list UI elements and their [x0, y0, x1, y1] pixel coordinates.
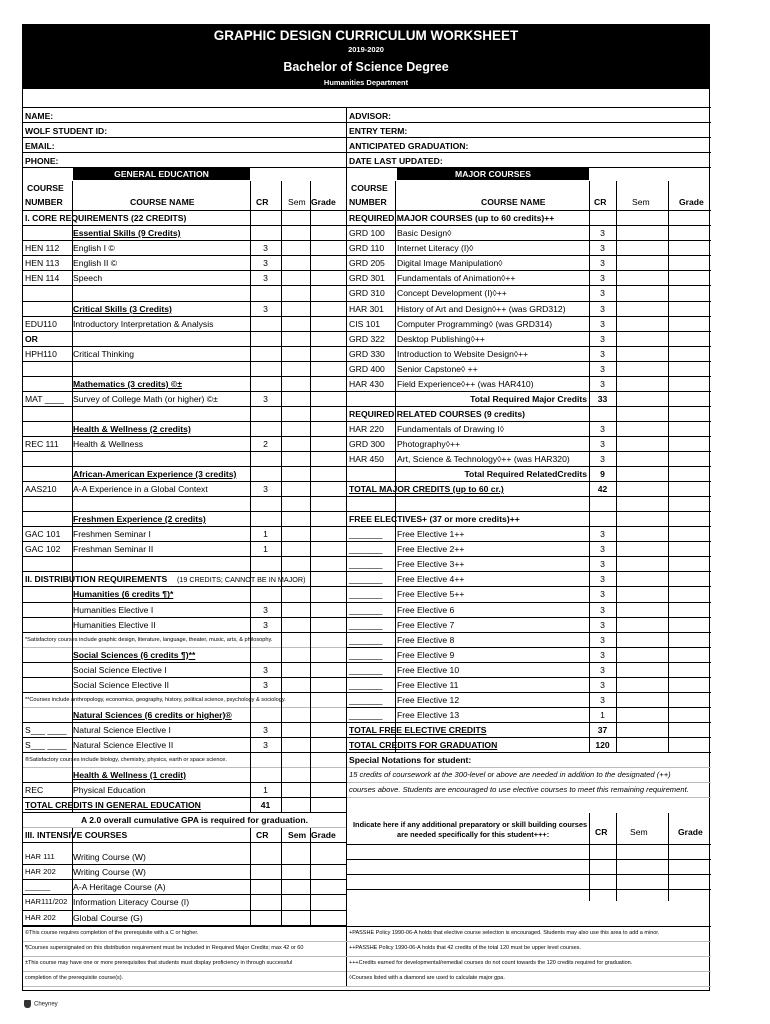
major-row-label: Internet Literacy (I)◊: [397, 243, 474, 254]
major-row-label: Free Elective 10: [397, 664, 460, 675]
gen-ed-credits: 3: [263, 739, 268, 750]
footer-logo: [24, 1000, 58, 1008]
major-course-number: GRD 100: [349, 228, 385, 239]
major-credits: 3: [600, 258, 605, 269]
degree-title: Bachelor of Science Degree: [23, 56, 709, 78]
student-field-label: WOLF STUDENT ID:: [25, 126, 108, 137]
gen-ed-row-label: Physical Education: [73, 785, 146, 796]
column-rule: [668, 813, 669, 901]
gen-ed-credits: 3: [263, 484, 268, 495]
row-rule: [347, 586, 711, 587]
gen-ed-row-label: Freshman Seminar II: [73, 544, 154, 555]
gen-ed-credits: 3: [263, 258, 268, 269]
row-rule: [347, 346, 711, 347]
gen-ed-row-label: Critical Thinking: [73, 348, 134, 359]
student-field-label: EMAIL:: [25, 141, 55, 152]
intensive-course-number: ______: [25, 882, 51, 892]
major-credits: 3: [600, 363, 605, 374]
gen-ed-row-label: OR: [25, 333, 38, 344]
column-rule: [346, 107, 347, 965]
col-course-number: NUMBER: [349, 197, 387, 208]
col-cr: CR: [256, 197, 269, 208]
major-course-number: _______: [349, 544, 383, 555]
skill-box-cr: CR: [595, 827, 608, 838]
gen-ed-row-label: Social Sciences (6 credits ¶)**: [73, 649, 196, 660]
footnote: ±This course may have one or more prerequisites that students must display proficiency in through successful: [25, 959, 293, 966]
intensive-course-number: HAR 202: [25, 867, 56, 877]
row-rule: [347, 602, 711, 603]
column-rule: [310, 181, 311, 812]
row-rule: [347, 361, 711, 362]
gen-ed-row-label: Social Science Elective I: [73, 664, 167, 675]
gen-ed-row-label: Health & Wellness: [73, 438, 144, 449]
gen-ed-course-number: GAC 101: [25, 529, 61, 540]
intensive-course-name: Writing Course (W): [73, 867, 146, 878]
column-rule: [395, 181, 396, 752]
gen-ed-course-number: S___ ____: [25, 724, 67, 735]
major-row-label: Computer Programming◊ (was GRD314): [397, 318, 553, 329]
major-credits: 3: [600, 288, 605, 299]
row-rule: [23, 137, 711, 138]
department: Humanities Department: [23, 78, 709, 89]
major-course-number: GRD 330: [349, 348, 385, 359]
gen-ed-credits: 1: [263, 785, 268, 796]
major-course-number: HAR 301: [349, 303, 384, 314]
footnote: ©This course requires completion of the prerequisite with a C or higher.: [25, 929, 199, 936]
column-rule: [589, 813, 590, 901]
major-credits: 3: [600, 589, 605, 600]
row-rule: [347, 632, 711, 633]
gen-ed-row-label: Survey of College Math (or higher) ©±: [73, 393, 218, 404]
major-row-label: Fundamentals of Animation◊++: [397, 273, 516, 284]
major-credits: 3: [600, 303, 605, 314]
row-rule: [23, 956, 346, 957]
major-credits: 3: [600, 423, 605, 434]
major-row-label: TOTAL FREE ELECTIVE CREDITS: [349, 724, 487, 735]
major-credits: 1: [600, 709, 605, 720]
footnote: +++Credits earned for developmental/remedial courses do not count towards the 120 credits required for graduation.: [349, 959, 633, 966]
row-rule: [23, 986, 346, 987]
major-row-label: Free Elective 5++: [397, 589, 465, 600]
col-sem: Sem: [632, 197, 650, 208]
student-field-label: ADVISOR:: [349, 111, 392, 121]
gen-ed-credits: 2: [263, 438, 268, 449]
column-rule: [72, 181, 73, 812]
intensive-course-name: Global Course (G): [73, 912, 143, 923]
skill-box-grade: Grade: [678, 827, 703, 838]
footnote: ++PASSHE Policy 1990-06-A holds that 42 credits of the total 120 must be upper level courses.: [349, 944, 581, 951]
footnote: ◊Courses listed with a diamond are used to calculate major gpa.: [349, 974, 505, 981]
col-sem: Sem: [288, 197, 306, 208]
row-rule: [347, 526, 711, 527]
gen-ed-credits: 3: [263, 604, 268, 615]
gen-ed-credits: 3: [263, 679, 268, 690]
major-credits: 3: [600, 454, 605, 464]
row-rule: [346, 971, 711, 972]
major-row-label: Basic Design◊: [397, 228, 452, 239]
gen-ed-course-number: HEN 114: [25, 273, 60, 284]
major-row-label: Free Elective 7: [397, 619, 455, 630]
col-course-name: COURSE NAME: [481, 197, 546, 208]
gen-ed-row-label: English II ©: [73, 258, 118, 269]
major-course-number: _______: [349, 529, 383, 540]
row-rule: [347, 331, 711, 332]
gen-ed-row-label: Humanities (6 credits ¶)*: [73, 589, 174, 600]
row-rule: [347, 767, 711, 768]
col-course-number: COURSE: [351, 183, 388, 194]
gen-ed-row-label: Natural Science Elective II: [73, 739, 174, 750]
gen-ed-credits: 3: [263, 724, 268, 735]
major-course-number: _______: [349, 664, 383, 675]
gen-ed-course-number: GAC 102: [25, 544, 61, 555]
major-course-number: HAR 450: [349, 454, 384, 464]
gen-ed-row-label: *Satisfactory courses include graphic design, literature, language, theater, music, arts, & philosophy.: [25, 636, 273, 643]
row-rule: [347, 316, 711, 317]
intensive-cr: CR: [256, 830, 269, 841]
row-rule: [347, 752, 711, 753]
row-rule: [346, 941, 711, 942]
row-rule: [347, 255, 711, 256]
student-field-label: NAME:: [25, 111, 54, 121]
gen-ed-row-label: English I ©: [73, 243, 115, 254]
row-rule: [347, 556, 711, 557]
gen-ed-course-number: HPH110: [25, 348, 57, 359]
gen-ed-row-label: Freshmen Seminar I: [73, 529, 151, 540]
row-rule: [347, 421, 711, 422]
gen-ed-row-label: Critical Skills (3 Credits): [73, 303, 172, 314]
gen-ed-row-label: Humanities Elective II: [73, 619, 156, 630]
major-row-label: Free Elective 2++: [397, 544, 465, 555]
major-row-label: Total Required Major Credits: [470, 393, 587, 404]
major-credits: 3: [600, 634, 605, 645]
worksheet: [22, 24, 710, 991]
gen-ed-row-label: **Courses include anthropology, economics, geography, history, political science, psychology & sociology.: [25, 696, 286, 703]
major-row-label: Free Elective 8: [397, 634, 455, 645]
major-course-number: _______: [349, 559, 383, 570]
major-row-label: Free Elective 9: [397, 649, 455, 660]
row-rule: [347, 737, 711, 738]
skill-box-text-2: are needed specifically for this student+++:: [397, 830, 550, 840]
row-rule: [347, 376, 711, 377]
gen-ed-course-number: MAT ____: [25, 393, 64, 404]
column-rule: [281, 828, 282, 924]
gen-ed-row-label: Introductory Interpretation & Analysis: [73, 318, 214, 329]
intensive-course-name: Information Literacy Course (I): [73, 897, 190, 908]
intensive-course-number: HAR 202: [25, 912, 56, 922]
intensive-course-number: HAR 111: [25, 852, 55, 862]
major-row-label: Free Elective 11: [397, 679, 459, 690]
gen-ed-credits: 3: [263, 243, 268, 254]
gen-ed-row-label: TOTAL CREDITS IN GENERAL EDUCATION: [25, 800, 201, 811]
row-rule: [347, 511, 711, 512]
major-credits: 3: [600, 273, 605, 284]
major-credits: 3: [600, 378, 605, 389]
row-rule: [347, 722, 711, 723]
gen-ed-credits: 3: [263, 273, 268, 284]
row-rule: [347, 692, 711, 693]
major-course-number: _______: [349, 604, 383, 615]
row-rule: [23, 107, 711, 108]
column-rule: [589, 181, 590, 752]
major-row-label: Fundamentals of Drawing I◊: [397, 423, 504, 434]
major-credits: 3: [600, 438, 605, 449]
major-credits: 42: [597, 484, 608, 495]
gen-ed-credits: 1: [263, 544, 268, 555]
gen-ed-row-label: Freshmen Experience (2 credits): [73, 514, 206, 525]
row-rule: [346, 956, 711, 957]
row-rule: [347, 874, 711, 875]
major-course-number: GRD 310: [349, 288, 385, 299]
major-row-label: Concept Development (I)◊++: [397, 288, 507, 299]
column-rule: [668, 181, 669, 752]
col-grade: Grade: [679, 197, 704, 208]
row-rule: [23, 210, 711, 211]
row-rule: [23, 971, 346, 972]
major-row-label: 15 credits of coursework at the 300-level or above are needed in addition to the designated (++): [349, 770, 671, 780]
major-row-label: Free Elective 3++: [397, 559, 465, 570]
gen-ed-course-number: S___ ____: [25, 739, 67, 750]
gen-ed-course-number: REC 111: [25, 438, 59, 449]
row-rule: [346, 986, 711, 987]
major-row-label: FREE ELECTIVES+ (37 or more credits)++: [349, 514, 520, 525]
gen-ed-credits: 3: [263, 619, 268, 630]
row-rule: [347, 541, 711, 542]
section-major-courses: MAJOR COURSES: [397, 168, 589, 180]
major-course-number: HAR 430: [349, 378, 384, 389]
major-course-number: HAR 220: [349, 423, 384, 434]
skill-box-text-1: Indicate here if any additional preparatory or skill building courses: [353, 820, 588, 830]
row-rule: [347, 662, 711, 663]
major-course-number: GRD 322: [349, 333, 385, 344]
row-rule: [347, 225, 711, 226]
row-rule: [23, 941, 346, 942]
major-course-number: _______: [349, 619, 383, 630]
row-rule: [347, 436, 711, 437]
gen-ed-row-label: Health & Wellness (1 credit): [73, 770, 187, 781]
row-rule: [347, 571, 711, 572]
gen-ed-row-label: Natural Sciences (6 credits or higher)®: [73, 709, 232, 720]
major-row-label: Free Elective 12: [397, 694, 460, 705]
gen-ed-row-note: (19 CREDITS; CANNOT BE IN MAJOR): [177, 575, 306, 585]
intensive-course-name: Writing Course (W): [73, 852, 146, 863]
footnote: ¶Courses supersignated on this distribution requirement must be included in Required Major Credits; max 42 or 60: [25, 944, 304, 951]
major-course-number: GRD 301: [349, 273, 385, 284]
major-credits: 3: [600, 604, 605, 615]
major-credits: 3: [600, 544, 605, 555]
gen-ed-row-label: ®Satisfactory courses include biology, chemistry, physics, earth or space science.: [25, 757, 227, 763]
major-row-label: Free Elective 13: [397, 709, 460, 720]
major-course-number: CIS 101: [349, 318, 381, 329]
col-course-name: COURSE NAME: [130, 197, 195, 208]
row-rule: [23, 122, 711, 123]
major-row-label: Total Required RelatedCredits: [464, 469, 587, 480]
academic-year: 2019-2020: [23, 45, 709, 56]
student-field-label: DATE LAST UPDATED:: [349, 156, 443, 167]
major-course-number: GRD 400: [349, 363, 385, 374]
major-credits: 3: [600, 679, 605, 690]
column-rule: [616, 813, 617, 901]
brand-name: Cheyney: [34, 1001, 58, 1008]
major-course-number: _______: [349, 679, 383, 690]
major-credits: 3: [600, 318, 605, 329]
major-row-label: Photography◊++: [397, 438, 461, 449]
major-row-label: courses above. Students are encouraged to use elective courses to meet this remaining requirement.: [349, 785, 689, 795]
major-credits: 3: [600, 333, 605, 344]
gen-ed-credits: 1: [263, 529, 268, 540]
major-course-number: _______: [349, 709, 383, 720]
major-row-label: Special Notations for student:: [349, 755, 472, 765]
row-rule: [347, 451, 711, 452]
column-rule: [281, 181, 282, 812]
intensive-course-number: HAR111/202: [25, 897, 68, 907]
row-rule: [23, 812, 346, 813]
col-grade: Grade: [311, 197, 336, 208]
gen-ed-row-label: Natural Science Elective I: [73, 724, 171, 735]
row-rule: [347, 617, 711, 618]
row-rule: [23, 926, 711, 927]
section-general-education: GENERAL EDUCATION: [73, 168, 250, 180]
gen-ed-row-label: Social Science Elective II: [73, 679, 170, 690]
intensive-grade: Grade: [311, 830, 336, 841]
major-credits: 3: [600, 574, 605, 585]
gen-ed-credits: 3: [263, 664, 268, 675]
gen-ed-row-label: A 2.0 overall cumulative GPA is required for graduation.: [81, 815, 308, 826]
column-rule: [616, 181, 617, 752]
major-row-label: Desktop Publishing◊++: [397, 333, 485, 344]
col-course-number: COURSE: [27, 183, 64, 194]
row-rule: [347, 496, 711, 497]
major-row-label: Free Elective 4++: [397, 574, 465, 585]
gen-ed-row-label: I. CORE REQUIREMENTS (22 CREDITS): [25, 213, 187, 224]
intensive-sem: Sem: [288, 830, 307, 841]
major-row-label: Senior Capstone◊ ++: [397, 363, 478, 374]
major-credits: 3: [600, 228, 605, 239]
row-rule: [347, 889, 711, 890]
major-course-number: GRD 110: [349, 243, 385, 254]
row-rule: [347, 240, 711, 241]
intensive-course-name: A-A Heritage Course (A): [73, 882, 166, 893]
major-row-label: REQUIRED RELATED COURSES (9 credits): [349, 408, 526, 419]
major-row-label: Introduction to Website Design◊++: [397, 348, 529, 359]
gen-ed-row-label: Mathematics (3 credits) ©±: [73, 378, 182, 389]
major-course-number: _______: [349, 589, 383, 600]
major-credits: 37: [597, 724, 608, 735]
major-credits: 120: [595, 739, 610, 750]
row-rule: [347, 270, 711, 271]
major-row-label: Field Experience◊++ (was HAR410): [397, 378, 534, 389]
gen-ed-row-label: Essential Skills (9 Credits): [73, 228, 181, 239]
major-credits: 3: [600, 529, 605, 540]
footnote: +PASSHE Policy 1990-06-A holds that elective course selection is encouraged. Students may also use this area to add a minor.: [349, 929, 660, 936]
major-credits: 3: [600, 694, 605, 705]
row-rule: [347, 859, 711, 860]
row-rule: [347, 406, 711, 407]
col-cr: CR: [594, 197, 607, 208]
gen-ed-course-number: AAS210: [25, 484, 57, 495]
major-row-label: TOTAL MAJOR CREDITS (up to 60 cr.): [349, 484, 504, 495]
major-row-label: Art, Science & Technology◊++ (was HAR320): [397, 454, 570, 464]
major-credits: 3: [600, 559, 605, 570]
row-rule: [347, 285, 711, 286]
major-credits: 3: [600, 664, 605, 675]
row-rule: [347, 707, 711, 708]
gen-ed-row-label: A-A Experience in a Global Context: [73, 484, 208, 495]
column-rule: [346, 965, 347, 986]
major-credits: 3: [600, 348, 605, 359]
major-course-number: _______: [349, 649, 383, 660]
gen-ed-row-label: Humanities Elective I: [73, 604, 154, 615]
major-course-number: _______: [349, 634, 383, 645]
gen-ed-course-number: HEN 112: [25, 243, 60, 254]
major-credits: 3: [600, 649, 605, 660]
row-rule: [347, 844, 711, 845]
gen-ed-row-label: African-American Experience (3 credits): [73, 469, 237, 480]
col-course-number: NUMBER: [25, 197, 63, 208]
skill-box-sem: Sem: [630, 827, 648, 838]
gen-ed-course-number: REC: [25, 785, 44, 796]
column-rule: [310, 828, 311, 924]
major-row-label: TOTAL CREDITS FOR GRADUATION: [349, 739, 498, 750]
major-credits: 3: [600, 243, 605, 254]
row-rule: [347, 647, 711, 648]
major-row-label: Free Elective 6: [397, 604, 455, 615]
gen-ed-row-label: Health & Wellness (2 credits): [73, 423, 191, 434]
student-field-label: ANTICIPATED GRADUATION:: [349, 141, 469, 152]
gen-ed-credits: 3: [263, 303, 268, 314]
row-rule: [347, 677, 711, 678]
shield-icon: [24, 1000, 31, 1008]
gen-ed-course-number: EDU110: [25, 318, 57, 329]
row-rule: [347, 481, 711, 482]
column-rule: [250, 181, 251, 812]
footnote: completion of the prerequisite course(s).: [25, 974, 124, 981]
gen-ed-credits: 41: [260, 800, 271, 811]
row-rule: [347, 782, 711, 783]
column-rule: [250, 828, 251, 924]
column-rule: [72, 828, 73, 924]
row-rule: [347, 466, 711, 467]
major-course-number: GRD 205: [349, 258, 385, 269]
intensive-title: III. INTENSIVE COURSES: [25, 830, 128, 841]
row-rule: [347, 797, 711, 798]
student-field-label: ENTRY TERM:: [349, 126, 408, 137]
gen-ed-row-label: Speech: [73, 273, 103, 284]
worksheet-title: GRAPHIC DESIGN CURRICULUM WORKSHEET: [23, 25, 709, 45]
major-course-number: _______: [349, 694, 383, 705]
major-row-label: REQUIRED MAJOR COURSES (up to 60 credits)++: [349, 213, 555, 224]
row-rule: [23, 152, 711, 153]
gen-ed-course-number: HEN 113: [25, 258, 60, 269]
gen-ed-credits: 3: [263, 393, 268, 404]
major-credits: 33: [597, 393, 608, 404]
gen-ed-row-label: II. DISTRIBUTION REQUIREMENTS: [25, 574, 168, 585]
major-credits: 9: [600, 469, 605, 480]
major-course-number: GRD 300: [349, 438, 385, 449]
major-row-label: Free Elective 1++: [397, 529, 465, 540]
major-credits: 3: [600, 619, 605, 630]
major-row-label: History of Art and Design◊++ (was GRD312): [397, 303, 566, 314]
student-field-label: PHONE:: [25, 156, 59, 167]
row-rule: [347, 391, 711, 392]
major-row-label: Digital Image Manipulation◊: [397, 258, 503, 269]
major-course-number: _______: [349, 574, 383, 585]
row-rule: [347, 301, 711, 302]
